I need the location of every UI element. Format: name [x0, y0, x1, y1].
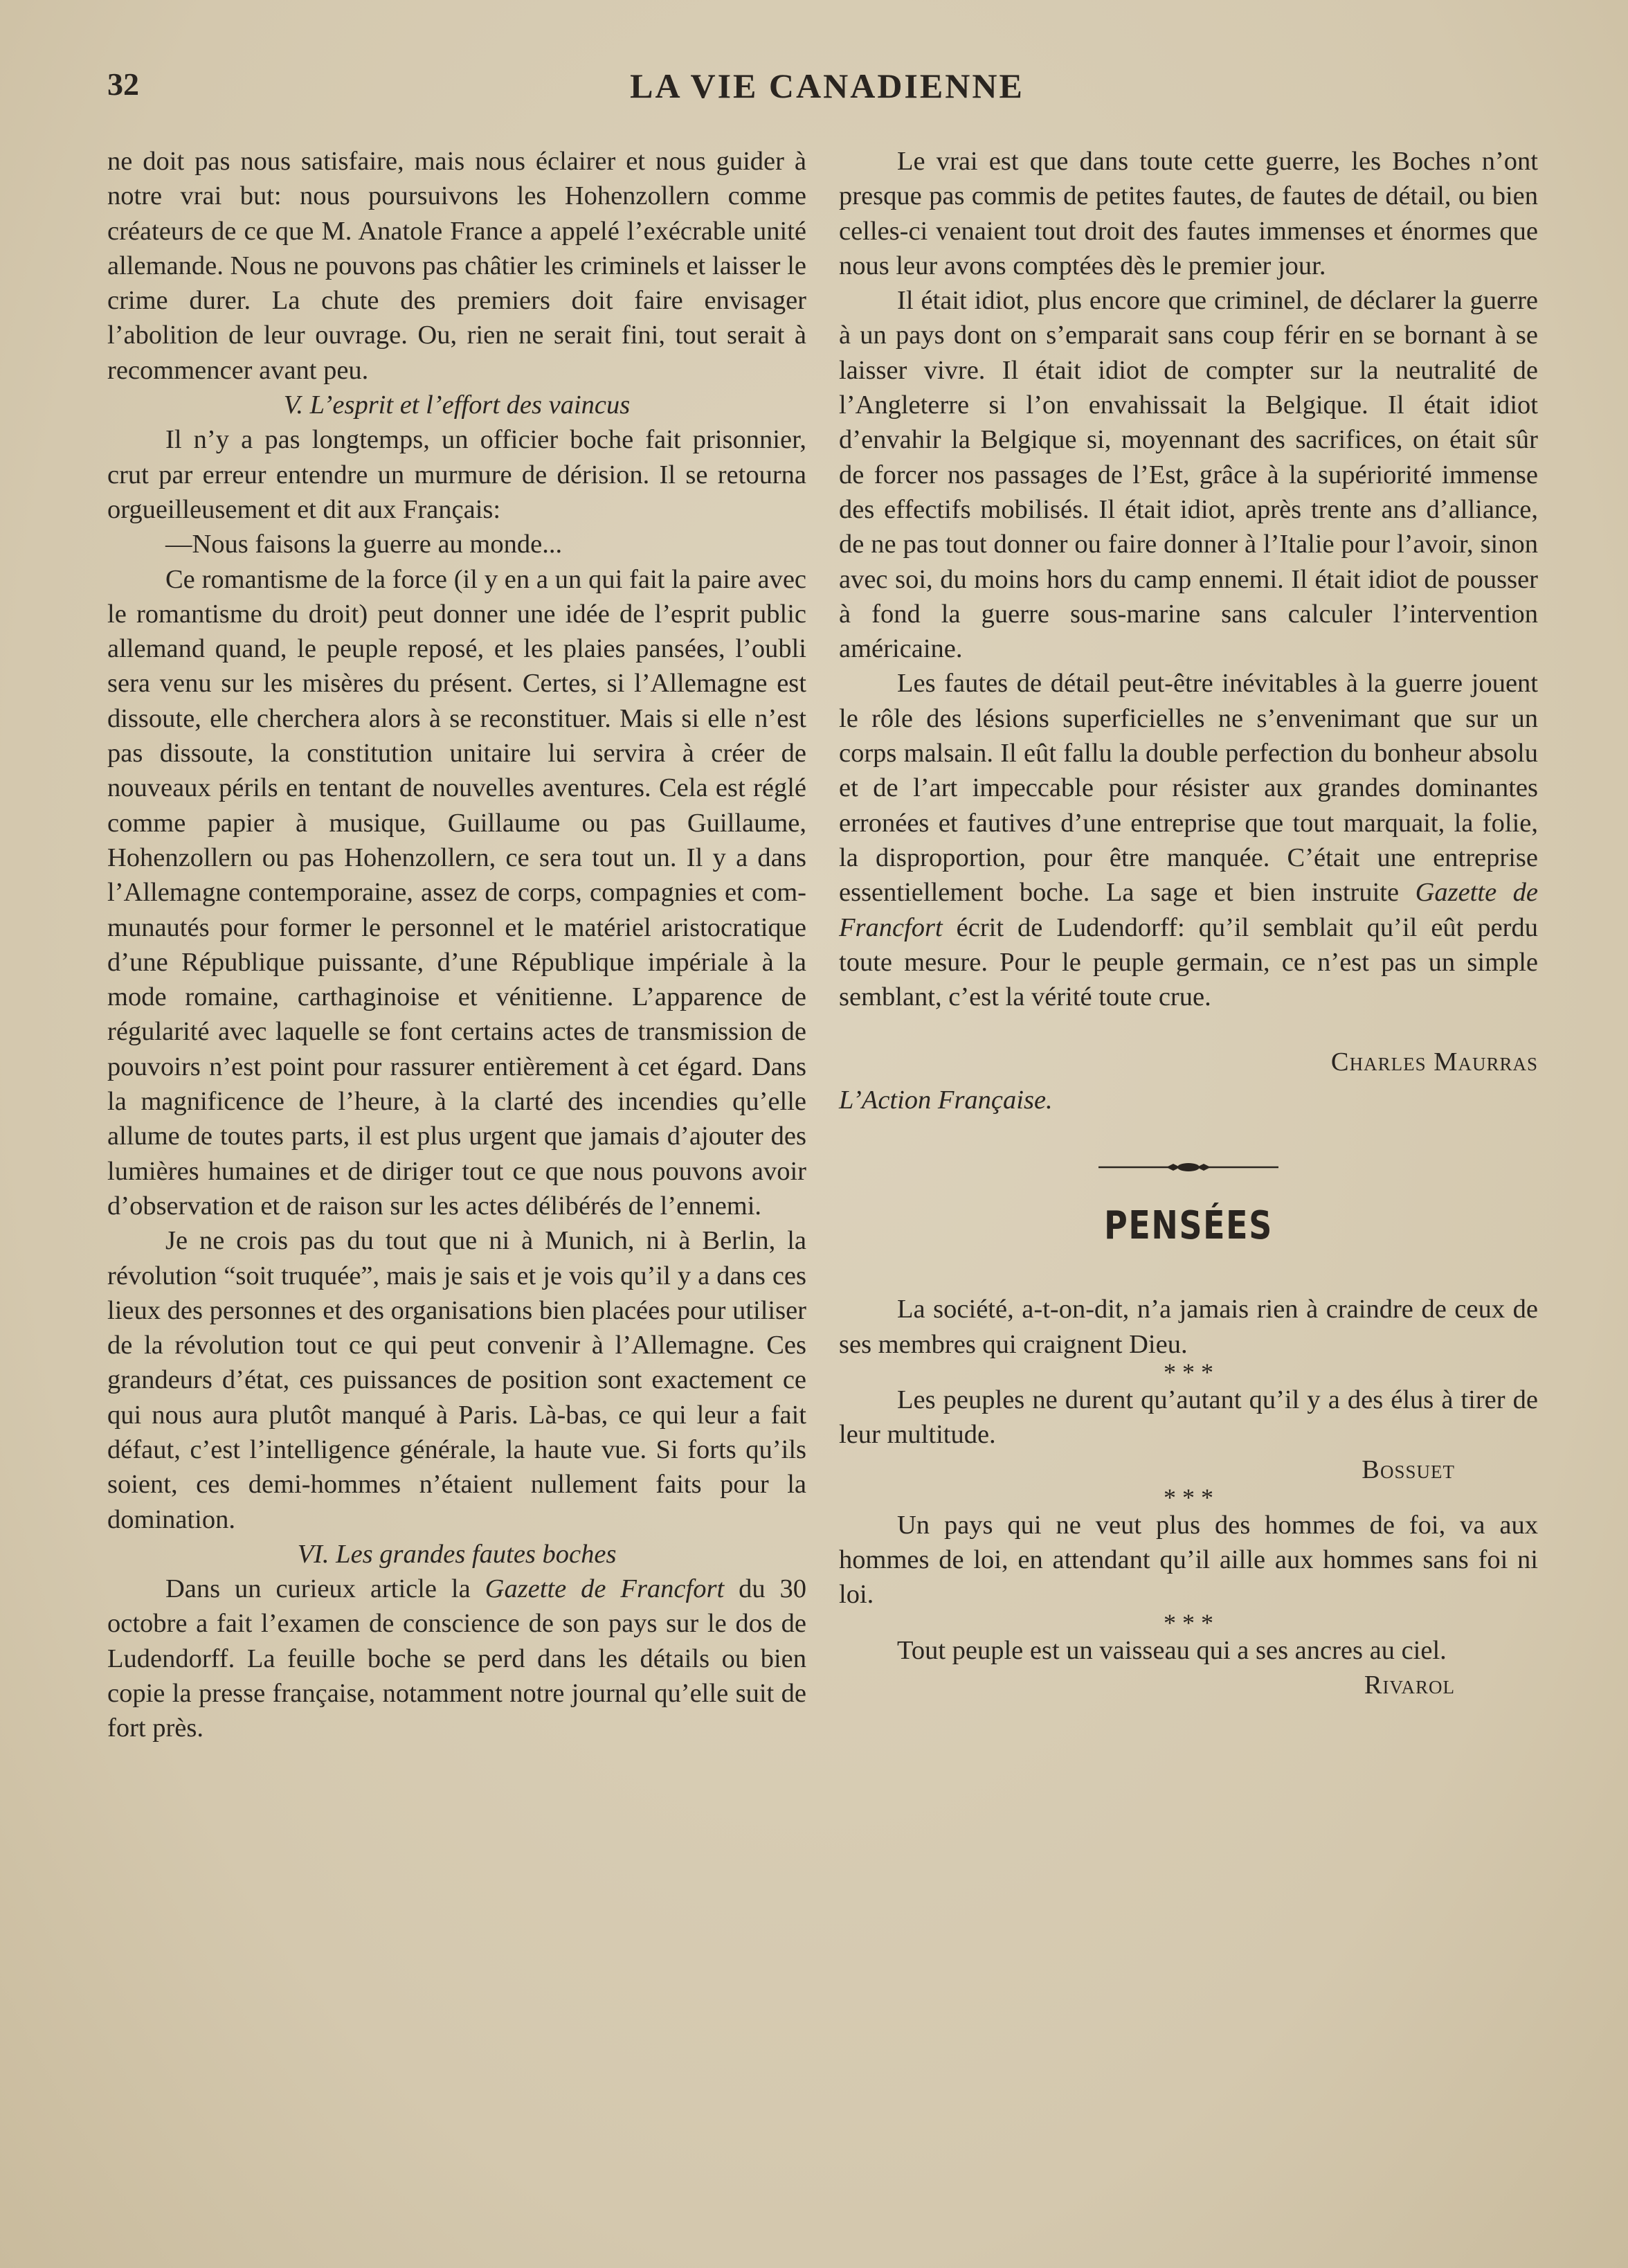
pensees-heading: PENSÉES [1104, 1203, 1273, 1249]
ornament-rule-icon [1098, 1153, 1278, 1181]
asterism: * * * [1164, 1358, 1213, 1386]
right-column [839, 144, 1538, 1702]
section-heading-vi: VI. Les grandes fautes boches [297, 1539, 617, 1569]
paragraph [839, 666, 1538, 1014]
divider-ornament [839, 1153, 1538, 1181]
text-run: Les fautes de détail peut-être inévitables à la guerre jouent le rôle des lésions superficielles ne s’envenimant que sur un corps malsain. Il eût fallu la double perfection du bonheur absolu et de l’art impeccable pour résister aux grandes dominantes erronées et fautives d’une entreprise que tout marquait, la folie, la disproportion, pour être manquée. C’était une entreprise essentiellement boche. La sage et bien instruite [839, 669, 1538, 908]
paragraph: ne doit pas nous satisfaire, mais nous éclairer et nous guider à notre vrai but: nous poursuivons les Hohenzollern comme créateurs de ce que M. Anatole France a appelé l’exécrable unité allemande. Nous ne pouvons pas châtier les criminels et laisser le crime durer. La chute des premiers doit faire envisager l’abolition de leur ouvrage. Ou, rien ne serait fini, tout serait à recommencer avant peu. [107, 147, 806, 385]
running-title: LA VIE CANADIENNE [630, 66, 1024, 105]
section-heading-v: V. L’esprit et l’effort des vaincus [283, 390, 631, 420]
paragraph [107, 1572, 806, 1745]
left-column [107, 144, 806, 1746]
paragraph: Il n’y a pas longtemps, un officier boche fait prisonnier, crut par erreur entendre un murmure de dérision. Il se retourna orgueilleusement et dit aux Français: [107, 425, 806, 524]
pensee-author: Rivarol [1364, 1670, 1455, 1700]
paragraph: Ce romantisme de la force (il y en a un qui fait la paire avec le romantisme du droit) peut donner une idée de l’esprit public allemand quand, le peuple reposé, et les plaies pansées, l’oubli sera venu sur les misères du présent. Certes, si l’Allemagne est dissoute, elle cherchera alors à se reconstituer. Mais si elle n’est pas dissoute, la constitution unitaire lui servira à créer de nouveaux périls en tentant de nouvelles aventures. Cela est réglé comme papier à musique, Guillaume ou pas Guillaume, Hohenzollern ou pas Hohenzollern, ce sera tout un. Il y a dans l’Allemagne contemporaine, assez de corps, compagnies et communautés pour former le personnel et le matériel aristocratique d’une République puissante, d’une République impériale à la mode romaine, carthaginoise et vénitienne. L’apparence de régularité avec laquelle se font certains actes de transmission de pouvoirs n’est point pour rassurer entièrement à cet égard. Dans la magnificence de l’heure, à la clarté des incendies qu’elle allume de toutes parts, il est plus urgent que jamais d’ajouter des lumières humaines et de diriger tout ce que nous pouvons avoir d’observation et de raison sur les actes délibérés de l’ennemi. [107, 564, 806, 1221]
paragraph: —Nous faisons la guerre au monde... [165, 530, 563, 559]
asterism: * * * [1164, 1483, 1213, 1511]
page-header [107, 66, 1547, 114]
text-run: Dans un curieux article la [165, 1574, 485, 1604]
pensee: Les peuples ne durent qu’autant qu’il y a des élus à tirer de leur multitude. [839, 1385, 1538, 1450]
pensee: Un pays qui ne veut plus des hommes de foi, va aux hommes de loi, en attendant qu’il aille aux hommes sans foi ni loi. [839, 1510, 1538, 1610]
newspaper-title: Gazette de Francfort [839, 878, 1538, 942]
text-run: écrit de Ludendorff: qu’il semblait qu’il eût perdu toute mesure. Pour le peuple germain, ce n’est pas un simple semblant, c’est la vérité toute crue. [839, 912, 1538, 1012]
asterism: * * * [1164, 1608, 1213, 1637]
article-source: L’Action Française. [839, 1085, 1053, 1115]
pensee: La société, a-t-on-dit, n’a jamais rien à craindre de ceux de ses membres qui craignent Dieu. [839, 1295, 1538, 1359]
paragraph: Il était idiot, plus encore que criminel, de déclarer la guerre à un pays dont on s’emparait sans coup férir en se bornant à se laisser vivre. Il était idiot de compter sur la neutralité de l’Angleterre si l’on envahissait la Belgique. Il était idiot d’envahir la Belgique si, moyennant des sacrifices, on était sûr de forcer nos passages de l’Est, grâce à la supériorité immense des effectifs mobilisés. Il était idiot, après trente ans d’alliance, de ne pas tout donner ou faire donner à l’Italie pour l’avoir, sinon avec soi, du moins hors du camp ennemi. Il était idiot de pousser à fond la guerre sous-marine sans calculer l’intervention américaine. [839, 286, 1538, 664]
page-number: 32 [107, 66, 139, 102]
pensee-author: Bossuet [1362, 1455, 1455, 1484]
text-run: du 30 octobre a fait l’examen de conscience de son pays sur le dos de Ludendorff. La feuille boche se perd dans les détails ou bien copie la presse française, notamment notre journal qu’elle suit de fort près. [107, 1574, 806, 1743]
article-signature: Charles Maurras [1330, 1047, 1538, 1077]
pensee: Tout peuple est un vaisseau qui a ses ancres au ciel. [897, 1635, 1447, 1665]
paragraph: Le vrai est que dans toute cette guerre, les Boches n’ont presque pas commis de petites fautes, de fautes de détail, ou bien celles-ci venaient tout droit des fautes immenses et énormes que nous leur avons comptées dès le premier jour. [839, 147, 1538, 280]
paragraph: Je ne crois pas du tout que ni à Munich, ni à Berlin, la révolution “soit truquée”, mais je sais et je vois qu’il y a dans ces lieux des personnes et des organisations bien placées pour utiliser de la révolution tout ce qui peut convenir à l’Allemagne. Ces grandeurs d’état, ces puissances de position sont exactement ce qui nous aura plutôt manqué à Paris. Là-bas, ce qui leur a fait défaut, c’est l’intelligence générale, la haute vue. Si forts qu’ils soient, ces demi-hommes n’étaient nullement faits pour la domination. [107, 1226, 806, 1534]
newspaper-title: Gazette de Francfort [485, 1574, 725, 1604]
